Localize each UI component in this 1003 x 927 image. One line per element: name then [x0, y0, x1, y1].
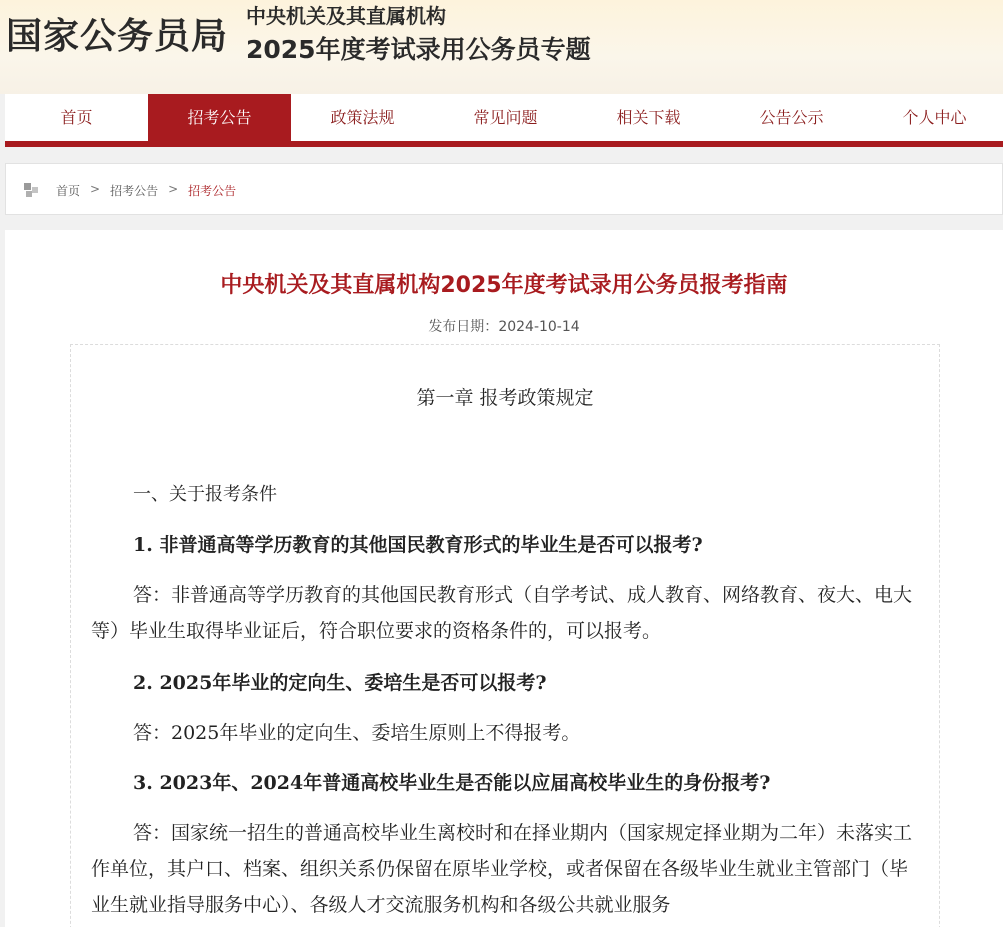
- publish-date-label: 发布日期：: [428, 319, 499, 335]
- breadcrumb-separator: >: [90, 182, 101, 196]
- question-2: 2. 2025年毕业的定向生、委培生是否可以报考?: [133, 672, 547, 694]
- site-logo[interactable]: 国家公务员局: [6, 16, 229, 57]
- answer-3: 答：国家统一招生的普通高校毕业生离校时和在择业期内（国家规定择业期为二年）未落实工作单位，其户口、档案、组织关系仍保留在原毕业学校，或者保留在各级毕业生就业主管部门（毕业生就业指导服务中心）、各级人才交流服务机构和各级公共就业服务: [91, 822, 913, 916]
- article-container: [5, 230, 1003, 927]
- nav-item-personal-center[interactable]: 个人中心: [902, 108, 967, 127]
- header-subtitle-large: 2025年度考试录用公务员专题: [246, 35, 591, 64]
- publish-date: [5, 316, 1003, 336]
- breadcrumb-home[interactable]: 首页: [56, 184, 81, 198]
- breadcrumb: [5, 163, 1003, 215]
- answer-1: 答：非普通高等学历教育的其他国民教育形式（自学考试、成人教育、网络教育、夜大、电大等）毕业生取得毕业证后，符合职位要求的资格条件的，可以报考。: [91, 584, 913, 642]
- nav-item-policies[interactable]: 政策法规: [330, 108, 395, 127]
- publish-date-value: 2024-10-14: [498, 319, 580, 335]
- breadcrumb-announcements[interactable]: 招考公告: [110, 184, 159, 198]
- main-nav: [5, 94, 1003, 141]
- nav-item-home[interactable]: 首页: [60, 108, 93, 127]
- answer-2: 答：2025年毕业的定向生、委培生原则上不得报考。: [133, 722, 581, 744]
- question-3: 3. 2023年、2024年普通高校毕业生是否能以应届高校毕业生的身份报考?: [133, 772, 771, 794]
- nav-item-notices[interactable]: 公告公示: [759, 108, 824, 127]
- location-icon: [24, 183, 40, 197]
- nav-underline: [5, 141, 1003, 147]
- header-banner: [0, 0, 1003, 94]
- breadcrumb-current[interactable]: 招考公告: [188, 184, 237, 198]
- nav-item-announcements[interactable]: 招考公告: [148, 94, 291, 141]
- section-heading: 一、关于报考条件: [133, 484, 277, 505]
- nav-item-downloads[interactable]: 相关下载: [616, 108, 681, 127]
- nav-item-faq[interactable]: 常见问题: [473, 108, 538, 127]
- breadcrumb-separator: >: [168, 182, 179, 196]
- article-title: 中央机关及其直属机构2025年度考试录用公务员报考指南: [220, 273, 788, 298]
- chapter-heading: 第一章 报考政策规定: [416, 387, 594, 409]
- header-subtitle-small: 中央机关及其直属机构: [246, 4, 446, 28]
- article-body: [70, 344, 940, 927]
- question-1: 1. 非普通高等学历教育的其他国民教育形式的毕业生是否可以报考?: [133, 534, 703, 556]
